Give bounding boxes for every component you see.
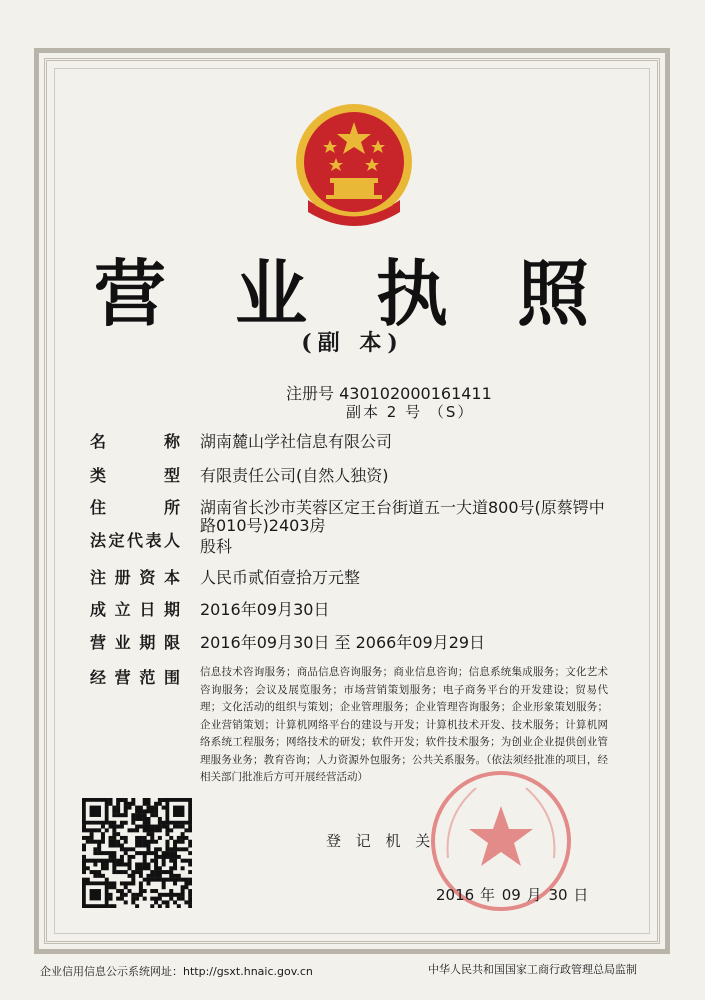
- issue-month: 09: [501, 886, 521, 904]
- field-value-legal-rep: 殷科: [200, 537, 233, 556]
- field-value-address-line2: 路010号)2403房: [200, 516, 326, 535]
- field-value-type: 有限责任公司(自然人独资): [200, 466, 389, 485]
- copy-number: 副本 2 号 （S）: [346, 403, 475, 421]
- document-title: 营 业 执 照: [93, 251, 612, 336]
- field-value-scope: 信息技术咨询服务；商品信息咨询服务；商业信息咨询；信息系统集成服务；文化艺术咨询服务；会议及展览服务；市场营销策划服务；电子商务平台的开发建设；贸易代理；文化活动的组织与策划；企业管理服务；企业管理咨询服务；企业形象策划服务；企业营销策划；计算机网络平台的建设与开发；计算机技术开发、技术服务；计算机网络系统工程服务；网络技术的研发；软件开发；软件技术服务；为创业企业提供创业管理服务业务；教育咨询；人力资源外包服务；公共关系服务。（依法须经批准的项目，经相关部门批准后方可开展经营活动）: [200, 666, 608, 783]
- field-label-name: 名 称: [90, 432, 180, 451]
- issue-year: 2016: [436, 886, 475, 904]
- field-label-type: 类 型: [90, 466, 180, 485]
- field-label-legal-rep: 法 定 代 表 人: [90, 531, 180, 550]
- issue-day-unit: 日: [573, 886, 590, 904]
- issue-day: 30: [548, 886, 568, 904]
- registration-authority-label: 登 记 机 关: [326, 832, 436, 850]
- field-value-address-line1: 湖南省长沙市芙蓉区定王台街道五一大道800号(原蔡锷中: [200, 498, 605, 517]
- field-label-established: 成 立 日 期: [90, 600, 180, 619]
- issue-year-unit: 年: [479, 886, 496, 904]
- national-emblem-icon: [280, 100, 428, 230]
- footer-supervisor: 中华人民共和国国家工商行政管理总局监制: [428, 963, 637, 976]
- field-label-address: 住 所: [90, 498, 180, 517]
- field-value-capital: 人民币贰佰壹拾万元整: [200, 568, 361, 587]
- footer-website: 企业信用信息公示系统网址：http://gsxt.hnaic.gov.cn: [40, 965, 313, 978]
- document-subtitle: (副 本): [301, 330, 404, 356]
- field-value-term: 2016年09月30日 至 2066年09月29日: [200, 633, 486, 652]
- field-value-name: 湖南麓山学社信息有限公司: [200, 432, 393, 451]
- issue-date: [436, 884, 589, 905]
- field-value-established: 2016年09月30日: [200, 600, 330, 619]
- registration-number: 注册号 430102000161411: [286, 384, 492, 403]
- field-label-capital: 注 册 资 本: [90, 568, 180, 587]
- qr-code: [82, 798, 192, 908]
- field-label-scope: 经 营 范 围: [90, 668, 180, 687]
- issue-month-unit: 月: [526, 886, 543, 904]
- field-label-term: 营 业 期 限: [90, 633, 180, 652]
